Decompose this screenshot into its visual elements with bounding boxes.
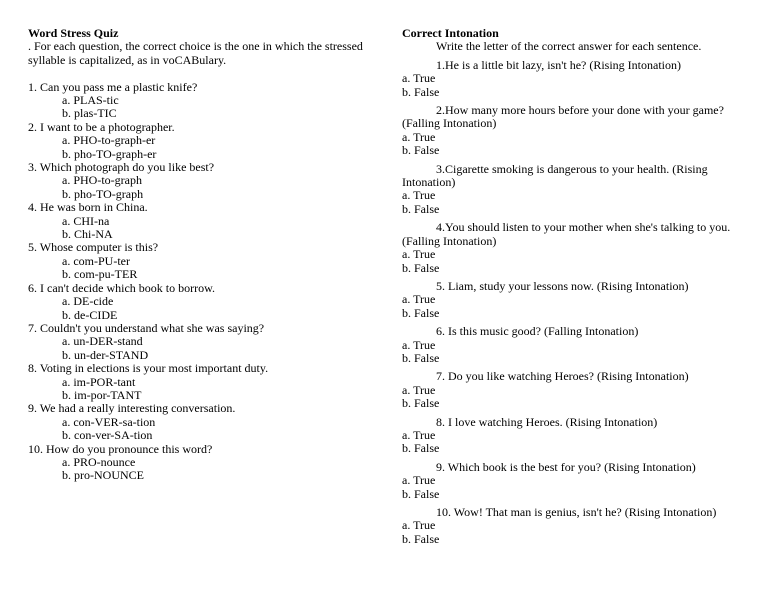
stress-question-item	[28, 241, 373, 281]
option-b: b. Chi-NA	[62, 227, 113, 242]
question-text: 2. I want to be a photographer.	[28, 119, 175, 134]
option-a: a. True	[402, 188, 436, 203]
option-b: b. False	[402, 486, 440, 501]
question-text: 10. How do you pronounce this word?	[28, 441, 213, 456]
option-b: b. pho-TO-graph	[62, 186, 144, 201]
intonation-question-item	[402, 506, 747, 546]
stress-question-item	[28, 362, 373, 402]
intonation-instructions: Write the letter of the correct answer for each sentence.	[436, 39, 702, 54]
intonation-question-item	[402, 416, 747, 456]
option-b: b. de-CIDE	[62, 307, 118, 322]
option-b: b. pho-TO-graph-er	[62, 146, 157, 161]
stress-question-item	[28, 81, 373, 121]
option-b: b. False	[402, 531, 440, 546]
question-text: 5. Whose computer is this?	[28, 240, 159, 255]
option-b: b. False	[402, 260, 440, 275]
word-stress-title: Word Stress Quiz	[28, 26, 119, 40]
question-text: 3.Cigarette smoking is dangerous to your health. (Rising Intonation)	[402, 161, 708, 190]
question-text: 4.You should listen to your mother when she's talking to you. (Falling Intonation)	[402, 220, 731, 248]
correct-intonation-column	[402, 27, 747, 546]
question-text: 7. Couldn't you understand what she was saying?	[28, 320, 265, 335]
option-b: b. pro-NOUNCE	[62, 468, 144, 483]
option-a: a. PRO-nounce	[62, 454, 136, 469]
option-b: b. con-ver-SA-tion	[62, 428, 153, 443]
option-b: b. plas-TIC	[62, 106, 117, 121]
question-text: 9. We had a really interesting conversation.	[28, 401, 236, 416]
intonation-question-item	[402, 104, 747, 158]
option-b: b. un-der-STAND	[62, 347, 149, 362]
option-a: a. True	[402, 247, 436, 262]
stress-question-item	[28, 282, 373, 322]
stress-question-item	[28, 402, 373, 442]
intonation-question-item	[402, 59, 747, 99]
option-a: a. True	[402, 129, 436, 144]
question-text: 10. Wow! That man is genius, isn't he? (Rising Intonation)	[436, 505, 717, 519]
intonation-question-item	[402, 370, 747, 410]
stress-question-item	[28, 443, 373, 483]
option-a: a. im-POR-tant	[62, 374, 136, 389]
option-a: a. DE-cide	[62, 294, 114, 309]
option-a: a. un-DER-stand	[62, 334, 143, 349]
option-a: a. True	[402, 71, 436, 86]
option-a: a. True	[402, 382, 436, 397]
question-text: 3. Which photograph do you like best?	[28, 160, 215, 175]
option-b: b. False	[402, 84, 440, 99]
option-a: a. PLAS-tic	[62, 93, 119, 108]
option-a: a. com-PU-ter	[62, 253, 130, 268]
question-text: 7. Do you like watching Heroes? (Rising Intonation)	[436, 369, 689, 384]
stress-question-item	[28, 322, 373, 362]
option-b: b. False	[402, 396, 440, 411]
option-b: b. False	[402, 201, 440, 216]
question-text: 6. Is this music good? (Falling Intonation)	[436, 324, 639, 339]
question-text: 1. Can you pass me a plastic knife?	[28, 79, 198, 94]
intonation-question-item	[402, 280, 747, 320]
option-b: b. com-pu-TER	[62, 267, 138, 282]
option-b: b. False	[402, 305, 440, 320]
option-b: b. False	[402, 350, 440, 365]
option-a: a. True	[402, 337, 436, 352]
question-text: 9. Which book is the best for you? (Rising Intonation)	[436, 459, 696, 474]
question-text: 8. Voting in elections is your most important duty.	[28, 361, 269, 376]
option-a: a. CHI-na	[62, 213, 110, 228]
option-a: a. con-VER-sa-tion	[62, 414, 156, 429]
stress-question-item	[28, 201, 373, 241]
word-stress-instructions: . For each question, the correct choice is the one in which the stressed syllable is capitalized, as in voCABulary.	[28, 39, 363, 67]
question-text: 4. He was born in China.	[28, 200, 148, 215]
stress-question-item	[28, 161, 373, 201]
option-b: b. False	[402, 143, 440, 158]
intonation-question-item	[402, 163, 747, 217]
spacer	[28, 67, 373, 80]
question-text: 2.How many more hours before your done with your game? (Falling Intonation)	[402, 103, 724, 131]
question-text: 5. Liam, study your lessons now. (Rising Intonation)	[436, 278, 689, 293]
option-a: a. True	[402, 473, 436, 488]
word-stress-quiz-column	[28, 27, 373, 483]
question-text: 6. I can't decide which book to borrow.	[28, 280, 215, 295]
option-b: b. False	[402, 441, 440, 456]
question-text: 8. I love watching Heroes. (Rising Intonation)	[436, 414, 658, 429]
intonation-question-item	[402, 221, 747, 275]
word-stress-question-list	[28, 81, 373, 483]
question-text: 1.He is a little bit lazy, isn't he? (Rising Intonation)	[436, 57, 682, 72]
intonation-question-item	[402, 325, 747, 365]
stress-question-item	[28, 121, 373, 161]
option-a: a. True	[402, 427, 436, 442]
option-a: a. True	[402, 518, 436, 533]
option-a: a. True	[402, 292, 436, 307]
option-a: a. PHO-to-graph	[62, 173, 142, 188]
intonation-title: Correct Intonation	[402, 26, 499, 40]
intonation-question-list	[402, 59, 747, 546]
option-a: a. PHO-to-graph-er	[62, 133, 156, 148]
intonation-question-item	[402, 461, 747, 501]
option-b: b. im-por-TANT	[62, 387, 142, 402]
